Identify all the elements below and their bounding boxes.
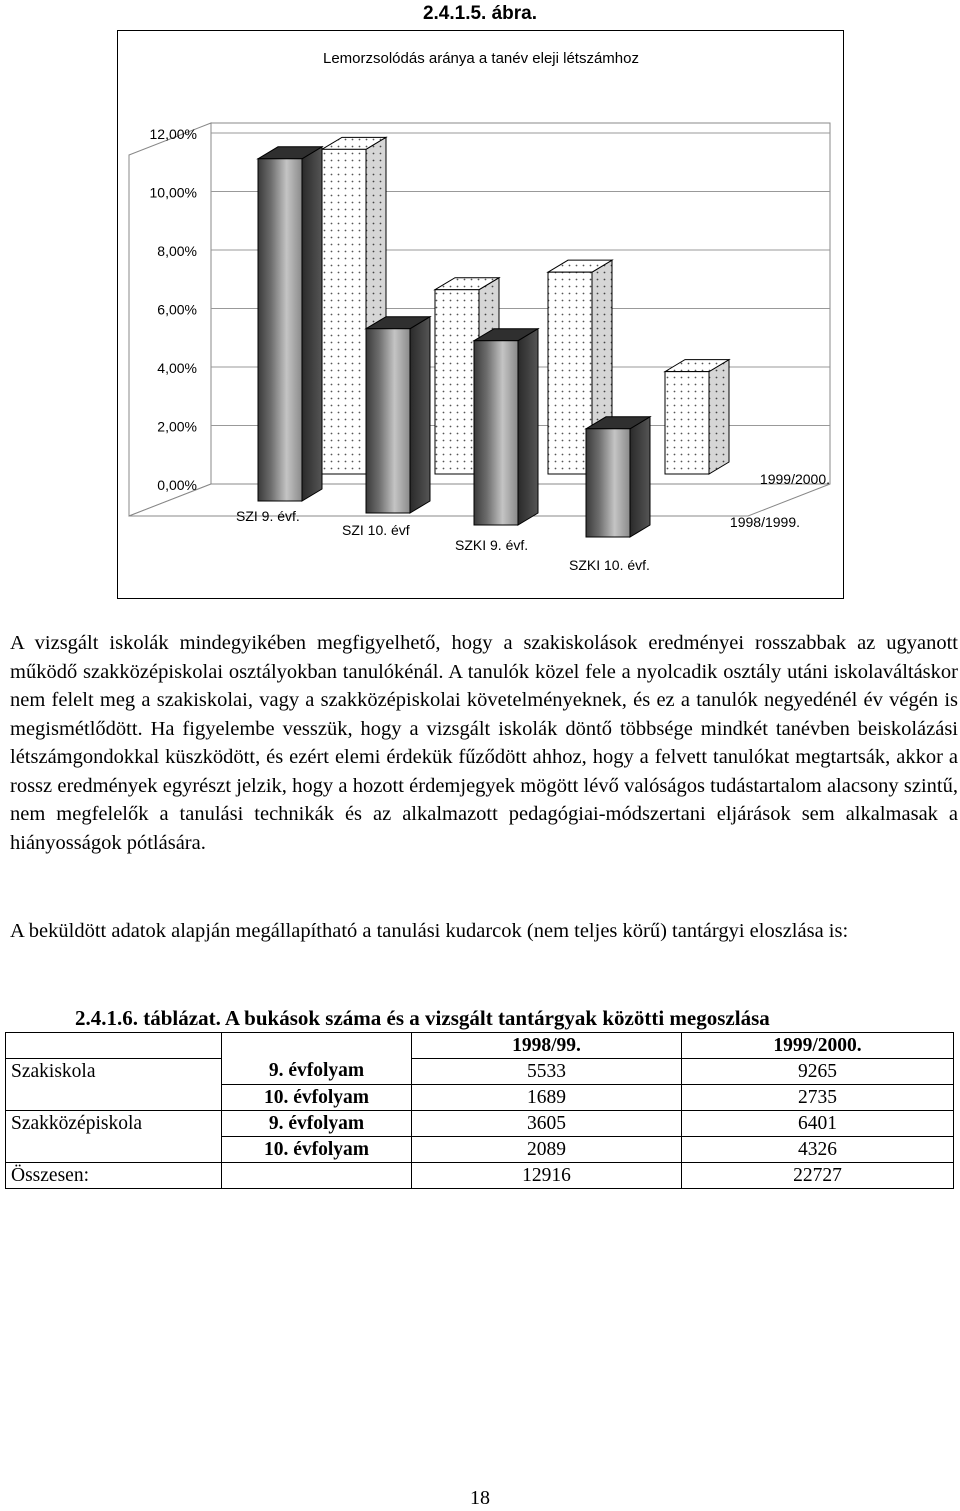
paragraph-2: A beküldött adatok alapján megállapítható a tanulási kudarcok (nem teljes körű) tantárgyi eloszlása is: (10, 920, 849, 942)
chart-side-wall (129, 123, 211, 516)
bar-1999-2000 (322, 149, 366, 474)
bar-chart-3d (118, 31, 845, 600)
bar-1998-1999 (366, 329, 410, 513)
header-cell: 1998/99. (412, 1033, 682, 1059)
failures-table (5, 1032, 954, 1189)
bar-1998-1999 (474, 341, 518, 525)
bar-1999-2000 (665, 372, 709, 474)
table-header-row (6, 1033, 954, 1059)
bar-1998-1999-side (302, 147, 322, 501)
bar-1999-2000 (435, 290, 479, 474)
value-cell: 3605 (412, 1111, 682, 1137)
y-tick-label: 10,00% (149, 184, 197, 201)
grade-cell (222, 1163, 412, 1189)
chart-title: Lemorzsolódás aránya a tanév eleji létszámhoz (322, 50, 640, 67)
header-cell (6, 1033, 222, 1059)
table-total-row (6, 1163, 954, 1189)
total-value-cell: 22727 (682, 1163, 954, 1189)
y-tick-label: 12,00% (149, 126, 197, 142)
y-tick-label: 6,00% (157, 301, 197, 318)
school-type-cell: Szakközépiskola (6, 1111, 222, 1137)
x-category-label: SZKI 9. évf. (455, 537, 529, 553)
value-cell: 1689 (412, 1085, 682, 1111)
x-category-label: SZI 9. évf. (236, 508, 300, 524)
page-number: 18 (470, 1487, 490, 1509)
value-cell: 6401 (682, 1111, 954, 1137)
bar-1998-1999-side (410, 317, 430, 513)
y-tick-label: 8,00% (157, 243, 197, 259)
grade-cell: 10. évfolyam (222, 1085, 412, 1111)
series-label-1998-1999: 1998/1999. (729, 514, 800, 530)
paragraph-1: A vizsgált iskolák mindegyikében megfigyelhető, hogy a szakiskolások eredményei rosszabbak az ugyanott működő szakközépiskolai osztályokban tanulókénál. A tanulók közel fele a nyolcadik osztály utáni iskolaváltáskor nem felelt meg a szakiskolai, vagy a szakközépiskolai követelményeknek, és ez a tanulók negyedénél év végén is megismétlődött. Ha figyelembe vesszük, hogy a vizsgált iskolák döntő többsége mindkét tanévben beiskolázási létszámgondokkal küszködött, és ezért elemi érdekük fűződött ahhoz, hogy a felvett tanulókat megtartsák, akkor a rossz eredmények egyrészt jelzik, hogy a hozott érdemjegyek mögött lévő valóságos tudástartalom alacsony szintű, nem megfelelők a tanulási technikák és az alkalmazott pedagógiai-módszertani eljárások sem alkalmasak a hiányosságok pótlására. (10, 632, 958, 854)
figure-title: 2.4.1.5. ábra. (422, 3, 538, 24)
table-caption: 2.4.1.6. táblázat. A bukások száma és a vizsgált tantárgyak közötti megoszlása (75, 1006, 770, 1030)
bar-1999-2000-side (709, 360, 729, 474)
grade-cell: 9. évfolyam (222, 1059, 412, 1085)
series-label-1999-2000: 1999/2000. (759, 471, 830, 487)
chart-frame (117, 30, 844, 599)
table-row (6, 1137, 954, 1163)
bar-1998-1999-side (630, 417, 650, 537)
table-row (6, 1085, 954, 1111)
bar-1998-1999 (258, 159, 302, 501)
total-value-cell: 12916 (412, 1163, 682, 1189)
value-cell: 5533 (412, 1059, 682, 1085)
value-cell: 9265 (682, 1059, 954, 1085)
value-cell: 4326 (682, 1137, 954, 1163)
bar-1998-1999-side (518, 329, 538, 525)
value-cell: 2735 (682, 1085, 954, 1111)
total-label-cell: Összesen: (6, 1163, 222, 1189)
table-row (6, 1059, 954, 1085)
school-type-cell (6, 1137, 222, 1163)
grade-cell: 9. évfolyam (222, 1111, 412, 1137)
school-type-cell: Szakiskola (6, 1059, 222, 1085)
header-cell: 1999/2000. (682, 1033, 954, 1059)
value-cell: 2089 (412, 1137, 682, 1163)
y-tick-label: 2,00% (157, 418, 197, 435)
bar-1999-2000 (548, 272, 592, 474)
school-type-cell (6, 1085, 222, 1111)
grade-cell: 10. évfolyam (222, 1137, 412, 1163)
y-tick-label: 0,00% (157, 477, 197, 493)
x-category-label: SZI 10. évf (342, 522, 410, 538)
table-row (6, 1111, 954, 1137)
header-cell (222, 1033, 412, 1059)
x-category-label: SZKI 10. évf. (569, 557, 650, 573)
bar-1998-1999 (586, 429, 630, 537)
y-tick-label: 4,00% (157, 360, 197, 376)
